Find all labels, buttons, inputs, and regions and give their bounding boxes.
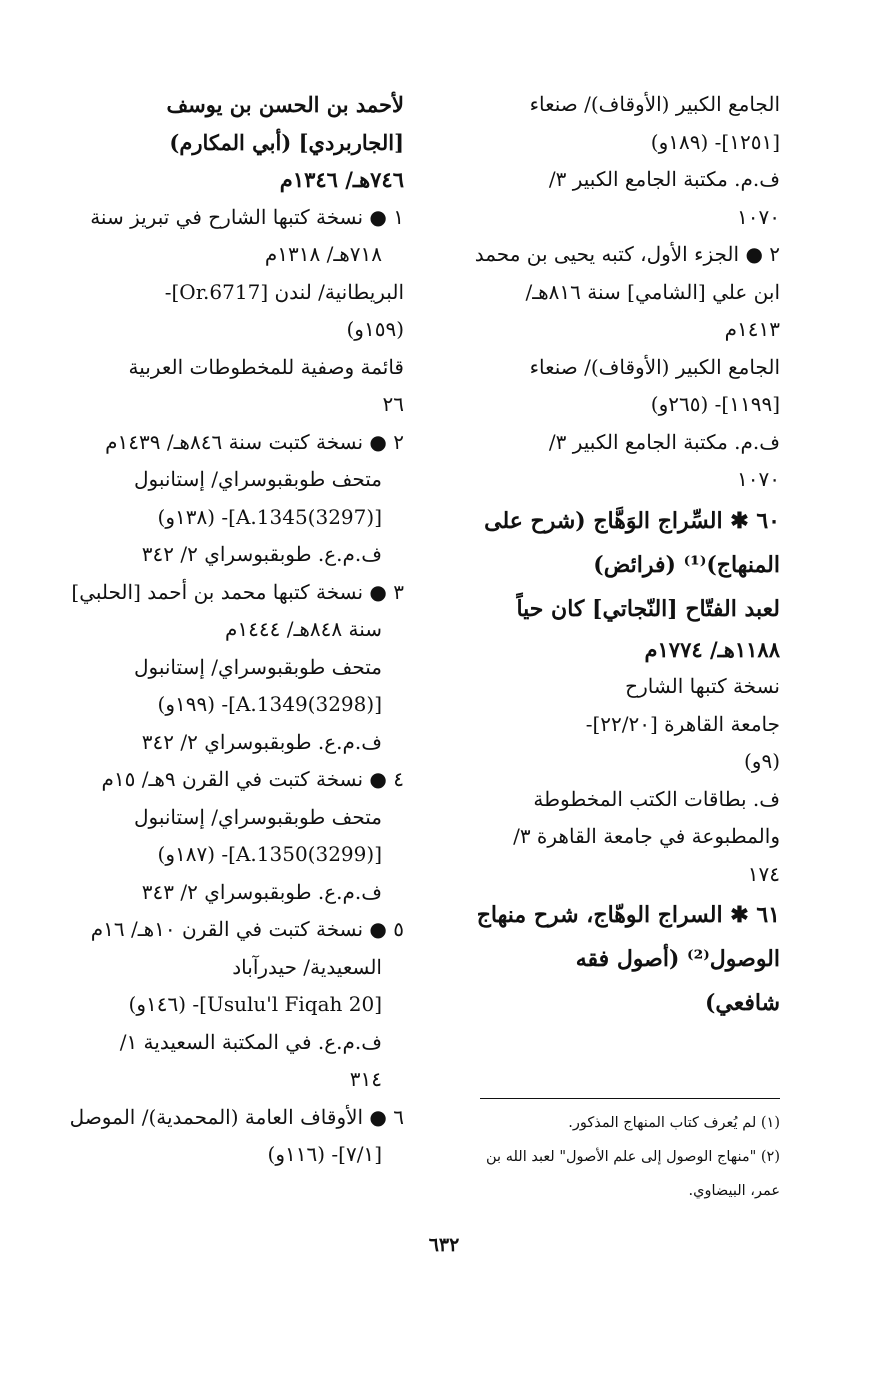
text-line: ف.م.ع. طوبقبوسراي ٢/ ٣٤٣ [141, 879, 382, 904]
text-line: (٩و) [743, 749, 780, 773]
author-line: [الجاربردي] (أبي المكارم) [169, 129, 404, 155]
footnote-divider [480, 1098, 780, 1099]
entry-heading: ٦١ ✱ السراج الوهّاج، شرح منهاج [476, 902, 780, 928]
list-item: ٤ ● نسخة كتبت في القرن ٩هـ/ ١٥م [101, 767, 404, 791]
page-number: ٦٣٢ [428, 1234, 460, 1256]
list-item: ٣ ● نسخة كتبها محمد بن أحمد [الحلبي] [71, 579, 404, 604]
entry-heading: المنهاج)⁽¹⁾ (فرائض) [593, 551, 780, 578]
text-line: ٢٦ [382, 392, 404, 416]
left-column [58, 86, 404, 1174]
text-line: البريطانية/ لندن [Or.6717]- [164, 279, 404, 304]
text-line: [٧/١]- (١١٦و) [267, 1142, 382, 1166]
text-line: الجامع الكبير (الأوقاف)/ صنعاء [529, 92, 780, 116]
text-line: متحف طوبقبوسراي/ إستانبول [133, 654, 382, 679]
text-line: ف.م.ع. طوبقبوسراي ٢/ ٣٤٢ [141, 729, 382, 754]
text-line: [(3297)A.1345]- (١٣٨و) [157, 504, 382, 529]
text-line: الجامع الكبير (الأوقاف)/ صنعاء [529, 354, 780, 379]
list-item: ٢ ● الجزء الأول، كتبه يحيى بن محمد [474, 242, 780, 266]
text-line: ١٠٧٠ [737, 467, 780, 491]
right-column [444, 86, 780, 1025]
text-line: سنة ٨٤٨هـ/ ١٤٤٤م [225, 617, 382, 641]
author-dates: ٧٤٦هـ/ ١٣٤٦م [279, 167, 404, 192]
text-line: ١٧٤ [747, 861, 780, 886]
author-line: لأحمد بن الحسن بن يوسف [166, 92, 404, 117]
text-line: [١١٩٩]- (٢٦٥و) [650, 392, 780, 416]
text-line: ١٠٧٠ [737, 204, 780, 229]
text-line: ابن علي [الشامي] سنة ٨١٦هـ/ [525, 279, 780, 304]
text-line: ف.م. مكتبة الجامع الكبير ٣/ [548, 429, 780, 454]
list-item: ١ ● نسخة كتبها الشارح في تبريز سنة [90, 204, 404, 229]
text-line: السعيدية/ حيدرآباد [232, 954, 382, 979]
list-item: ٢ ● نسخة كتبت سنة ٨٤٦هـ/ ١٤٣٩م [105, 429, 404, 454]
text-line: نسخة كتبها الشارح [625, 674, 780, 698]
author-dates: ١١٨٨هـ/ ١٧٧٤م [644, 636, 780, 662]
entry-heading: ٦٠ ✱ السِّراج الوَهَّاج (شرح على [484, 507, 780, 534]
text-line: ف. بطاقات الكتب المخطوطة [533, 786, 780, 811]
footnote: (٢) "منهاج الوصول إلى علم الأصول" لعبد الله بن [486, 1149, 780, 1165]
text-line: ف.م.ع. في المكتبة السعيدية ١/ [119, 1029, 382, 1054]
text-line: [(3299)A.1350]- (١٨٧و) [157, 842, 382, 866]
list-item: ٥ ● نسخة كتبت في القرن ١٠هـ/ ١٦م [90, 917, 404, 941]
text-line: [Usulu'l Fiqah 20]- (١٤٦و) [128, 992, 382, 1016]
text-line: متحف طوبقبوسراي/ إستانبول [133, 804, 382, 829]
entry-heading: الوصول⁽²⁾ (أصول فقه [575, 946, 780, 972]
text-line: جامعة القاهرة [٢٢/٢٠]- [585, 711, 780, 736]
text-line: متحف طوبقبوسراي/ إستانبول [133, 467, 382, 491]
text-line: [(3298)A.1349]- (١٩٩و) [157, 692, 382, 716]
text-line: والمطبوعة في جامعة القاهرة ٣/ [513, 824, 780, 848]
entry-heading: شافعي) [704, 990, 780, 1016]
footnotes [440, 1106, 780, 1208]
text-line: [١٢٥١]- (١٨٩و) [650, 129, 780, 154]
text-line: (١٥٩و) [346, 317, 404, 341]
text-line: قائمة وصفية للمخطوطات العربية [128, 354, 404, 379]
list-item: ٦ ● الأوقاف العامة (المحمدية)/ الموصل [69, 1104, 404, 1129]
author-line: لعبد الفتّاح [النّجاتي] كان حياً [516, 595, 780, 622]
footnote: (١) لم يُعرف كتاب المنهاج المذكور. [568, 1115, 780, 1131]
text-line: ١٤١٣م [724, 317, 780, 341]
text-line: ف.م.ع. طوبقبوسراي ٢/ ٣٤٢ [141, 542, 382, 566]
text-line: ف.م. مكتبة الجامع الكبير ٣/ [548, 167, 780, 191]
text-line: ٣١٤ [349, 1067, 382, 1091]
text-line: ٧١٨هـ/ ١٣١٨م [264, 242, 382, 266]
footnote: عمر، البيضاوي. [688, 1183, 780, 1199]
